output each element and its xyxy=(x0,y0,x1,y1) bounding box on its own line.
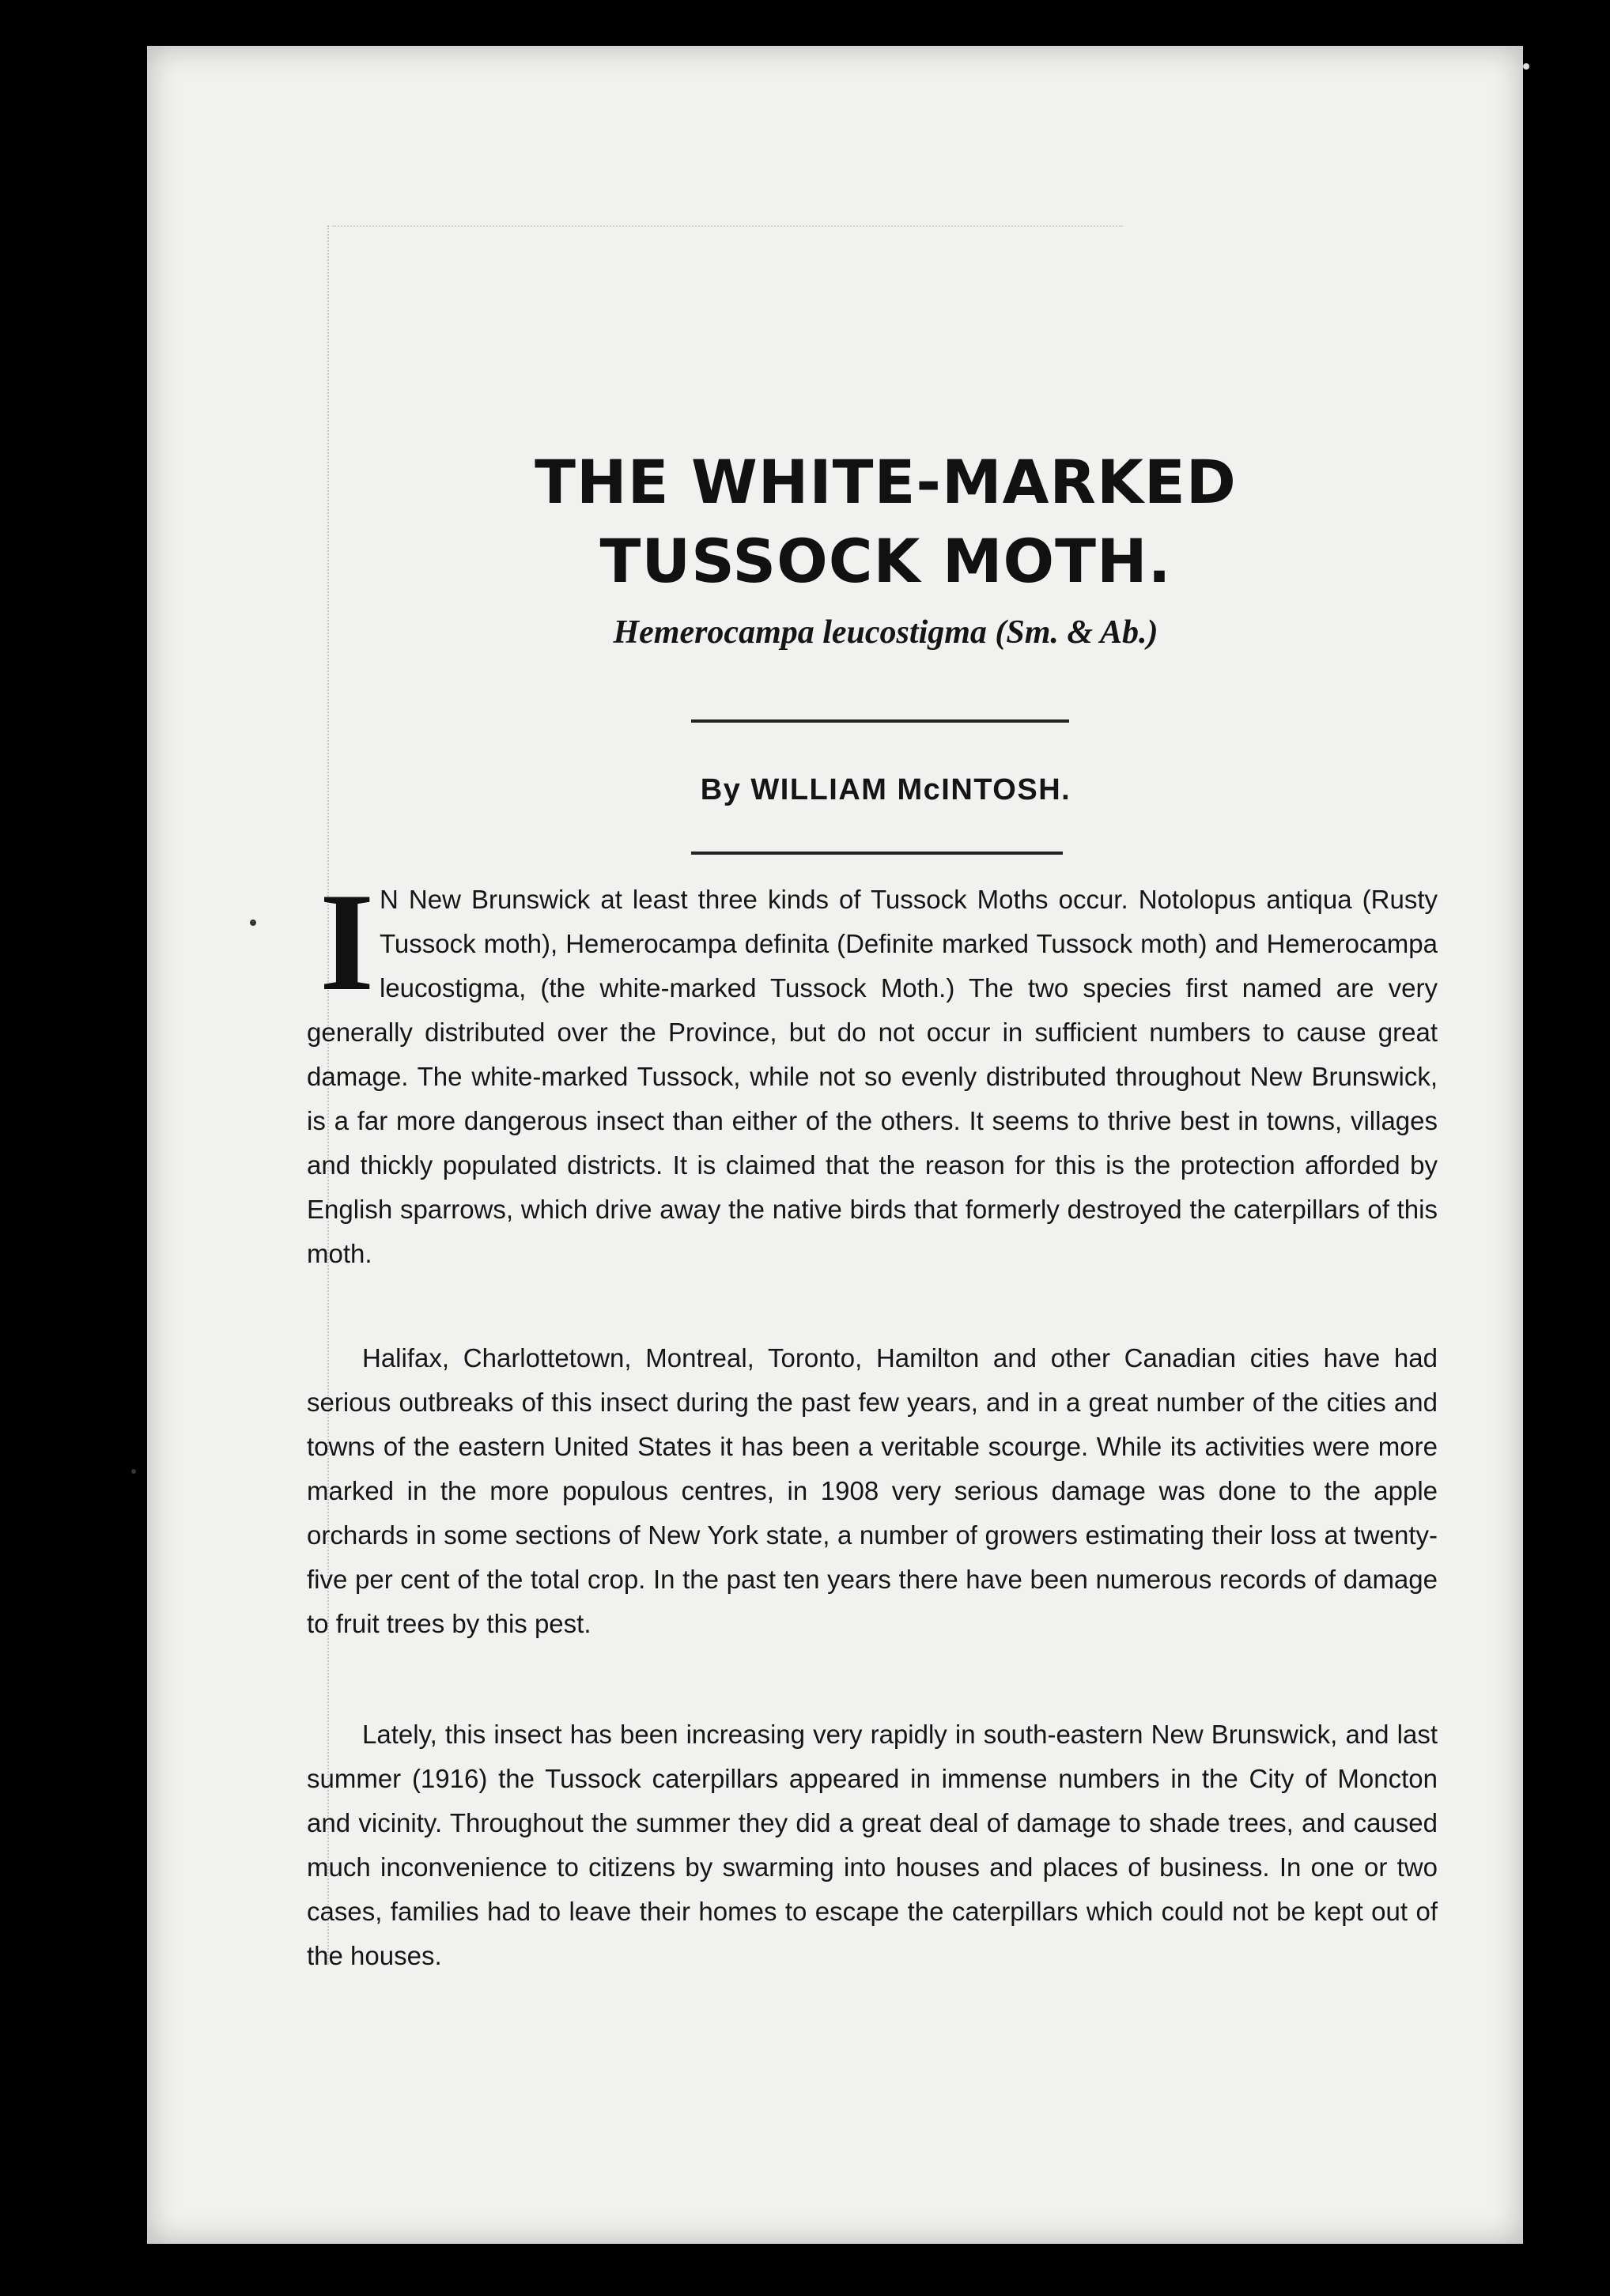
divider-rule xyxy=(691,852,1063,855)
divider-rule xyxy=(691,719,1069,723)
scan-speck xyxy=(131,1469,136,1474)
drop-cap: I xyxy=(319,863,375,1020)
scan-speck xyxy=(1523,63,1529,70)
paragraph-3: Lately, this insect has been increasing very rapidly in south-eastern New Brunswick, and last summer (1916) the Tussock caterpillars appeared in immense numbers in the City of Moncton and vicinity. Throughout the summer they did a great deal of damage to shade trees, and caused much inconvenience to citizens by swarming into houses and places of business. In one or two cases, families had to leave their homes to escape the caterpillars which could not be kept out of the houses. xyxy=(307,1720,1438,1970)
title-line-2: TUSSOCK MOTH. xyxy=(599,526,1172,596)
scan-speck xyxy=(250,920,256,926)
paragraph-1 xyxy=(307,863,1438,1276)
article-title xyxy=(332,443,1439,601)
title-line-1: THE WHITE-MARKED xyxy=(535,447,1237,517)
byline: By WILLIAM McINTOSH. xyxy=(700,773,1071,806)
scientific-name: Hemerocampa leucostigma (Sm. & Ab.) xyxy=(613,614,1158,651)
paragraph-1-text: N New Brunswick at least three kinds of Tussock Moths occur. Notolopus antiqua (Rusty Tussock moth), Hemerocampa definita (Definite marked Tussock moth) and Hemerocampa leucostigma, (the white-marked Tussock Moth.) The two species first named are very generally distributed over the Province, but do not occur in sufficient numbers to cause great damage. The white-marked Tussock, while not so evenly distributed throughout New Brunswick, is a far more dangerous insect than either of the others. It seems to thrive best in towns, villages and thickly populated districts. It is claimed that the reason for this is the protection afforded by English sparrows, which drive away the native birds that formerly destroyed the caterpillars of this moth. xyxy=(307,885,1438,1268)
page-edge-shadow-top xyxy=(332,225,1123,228)
paragraph-2: Halifax, Charlottetown, Montreal, Toronto, Hamilton and other Canadian cities have had serious outbreaks of this insect during the past few years, and in a great number of the cities and towns of the eastern United States it has been a veritable scourge. While its activities were more marked in the more populous centres, in 1908 very serious damage was done to the apple orchards in some sections of New York state, a number of growers estimating their loss at twenty-five per cent of the total crop. In the past ten years there have been numerous records of damage to fruit trees by this pest. xyxy=(307,1343,1438,1638)
